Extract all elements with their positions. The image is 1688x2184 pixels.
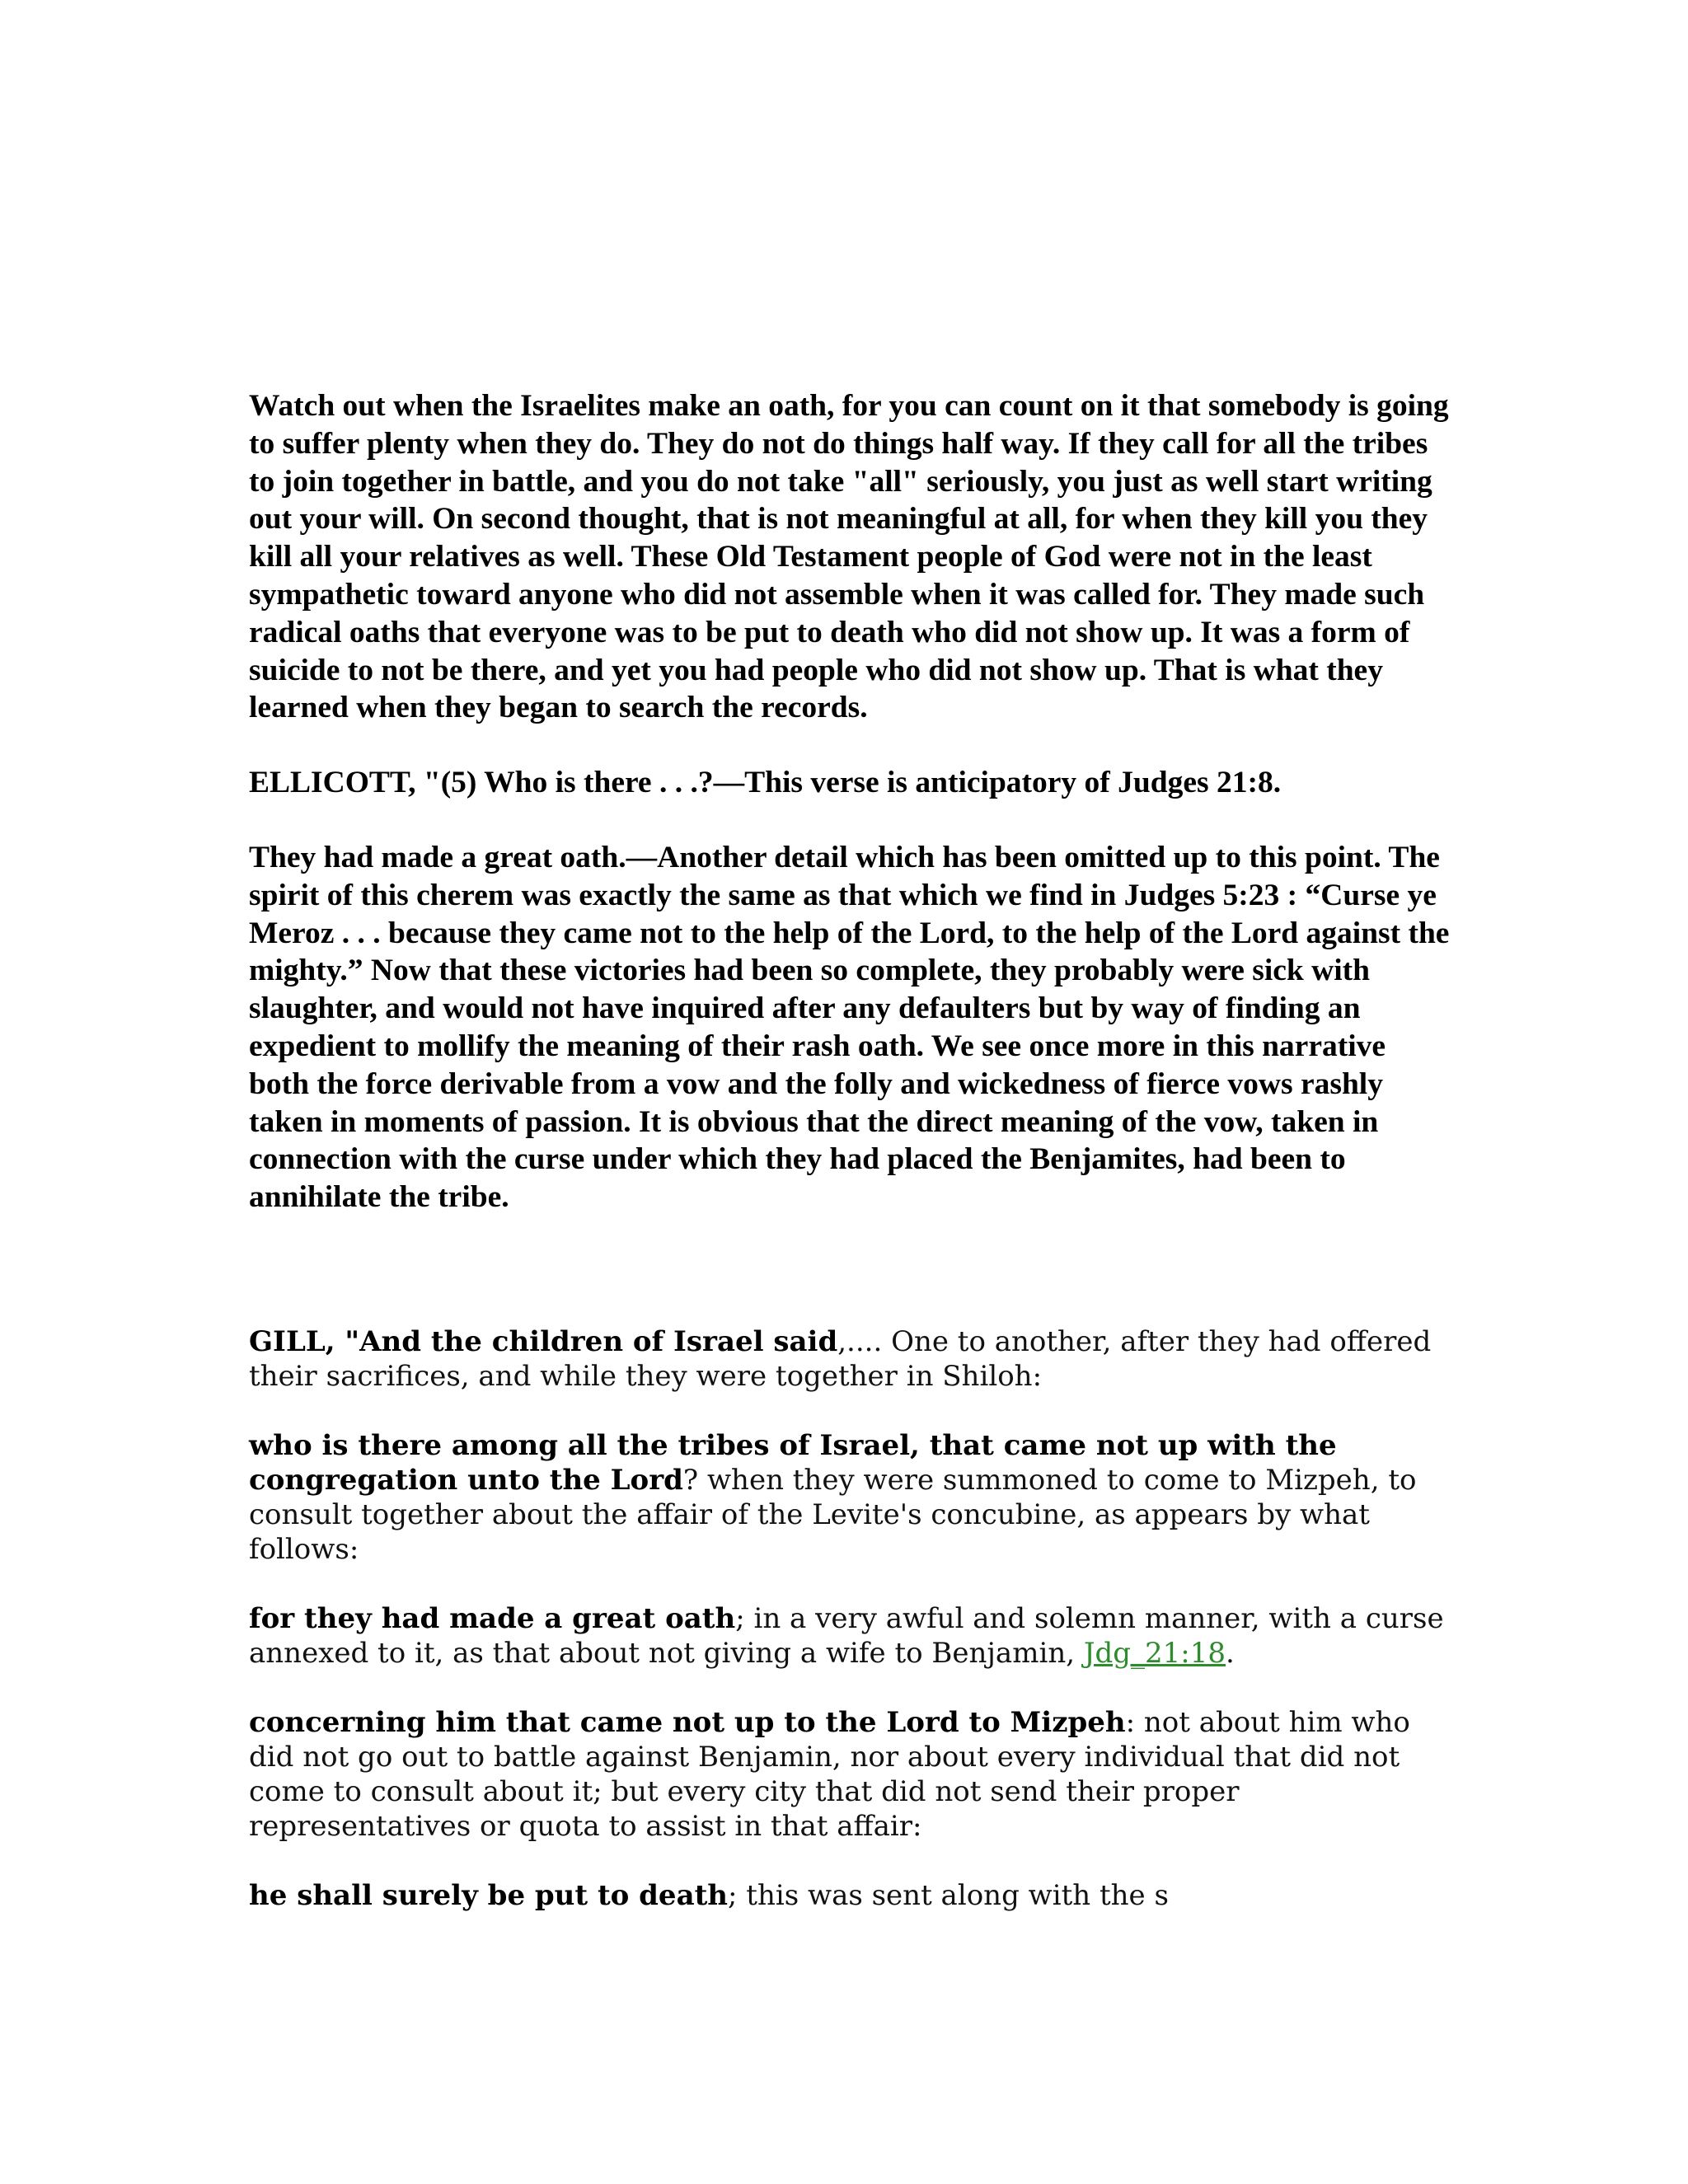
gill-comment-3: ; in a very awful and solemn manner, with a curse annexed to it, as that about not giving a wife to Benjamin, (249, 1601, 1444, 1670)
gill-comment-2: ? when they were summoned to come to Mizpeh, to consult together about the affair of the Levite's concubine, as appears by what follows: (249, 1463, 1417, 1566)
gill-comment-3-end: . (1225, 1636, 1235, 1670)
document-page (249, 387, 1452, 1947)
gill-comment-4: : not about him who did not go out to battle against Benjamin, nor about every individual that did not come to consult about it; but every city that did not send their proper representatives or quota to assist in that affair: (249, 1705, 1410, 1843)
commentary-paragraph-1: Watch out when the Israelites make an oath, for you can count on it that somebody is going to suffer plenty when they do. They do not do things half way. If they call for all the tribes to join together in battle, and you do not take "all" seriously, you just as well start writing out your will. On second thought, that is not meaningful at all, for when they kill you they kill all your relatives as well. These Old Testament people of God were not in the least sympathetic toward anyone who did not assemble when it was called for. They made such radical oaths that everyone was to be put to death who did not show up. It was a form of suicide to not be there, and yet you had people who did not show up. That is what they learned when they began to search the records. (249, 389, 1449, 725)
gill-paragraph-3 (249, 1601, 1452, 1671)
gill-verse-phrase-4: concerning him that came not up to the Lord to Mizpeh (249, 1705, 1126, 1739)
ellicott-heading-paragraph: ELLICOTT, "(5) Who is there . . .?—This verse is anticipatory of Judges 21:8. (249, 766, 1282, 800)
gill-paragraph-5 (249, 1878, 1452, 1913)
scripture-reference-link[interactable]: Jdg_21:18 (1083, 1636, 1226, 1670)
gill-paragraph-4 (249, 1705, 1452, 1844)
gill-paragraph-2 (249, 1428, 1452, 1567)
gill-verse-phrase-5: he shall surely be put to death (249, 1878, 729, 1912)
gill-paragraph-1 (249, 1324, 1452, 1394)
gill-verse-phrase-2: who is there among all the tribes of Israel, that came not up with the congregation unto the Lord (249, 1428, 1337, 1497)
gill-verse-phrase-1: GILL, "And the children of Israel said (249, 1324, 838, 1358)
gill-verse-phrase-3: for they had made a great oath (249, 1601, 736, 1635)
gill-comment-1: ,.... One to another, after they had offered their sacrifices, and while they were together in Shiloh: (249, 1324, 1432, 1393)
gill-comment-5: ; this was sent along with the s (728, 1878, 1169, 1912)
ellicott-commentary-paragraph: They had made a great oath.—Another detail which has been omitted up to this point. The spirit of this cherem was exactly the same as that which we find in Judges 5:23 : “Curse ye Meroz . . . because they came not to the help of the Lord, to the help of the Lord against the mighty.” Now that these victories had been so complete, they probably were sick with slaughter, and would not have inquired after any defaulters but by way of finding an expedient to mollify the meaning of their rash oath. We see once more in this narrative both the force derivable from a vow and the folly and wickedness of fierce vows rashly taken in moments of passion. It is obvious that the direct meaning of the vow, taken in connection with the curse under which they had placed the Benjamites, had been to annihilate the tribe. (249, 840, 1450, 1215)
